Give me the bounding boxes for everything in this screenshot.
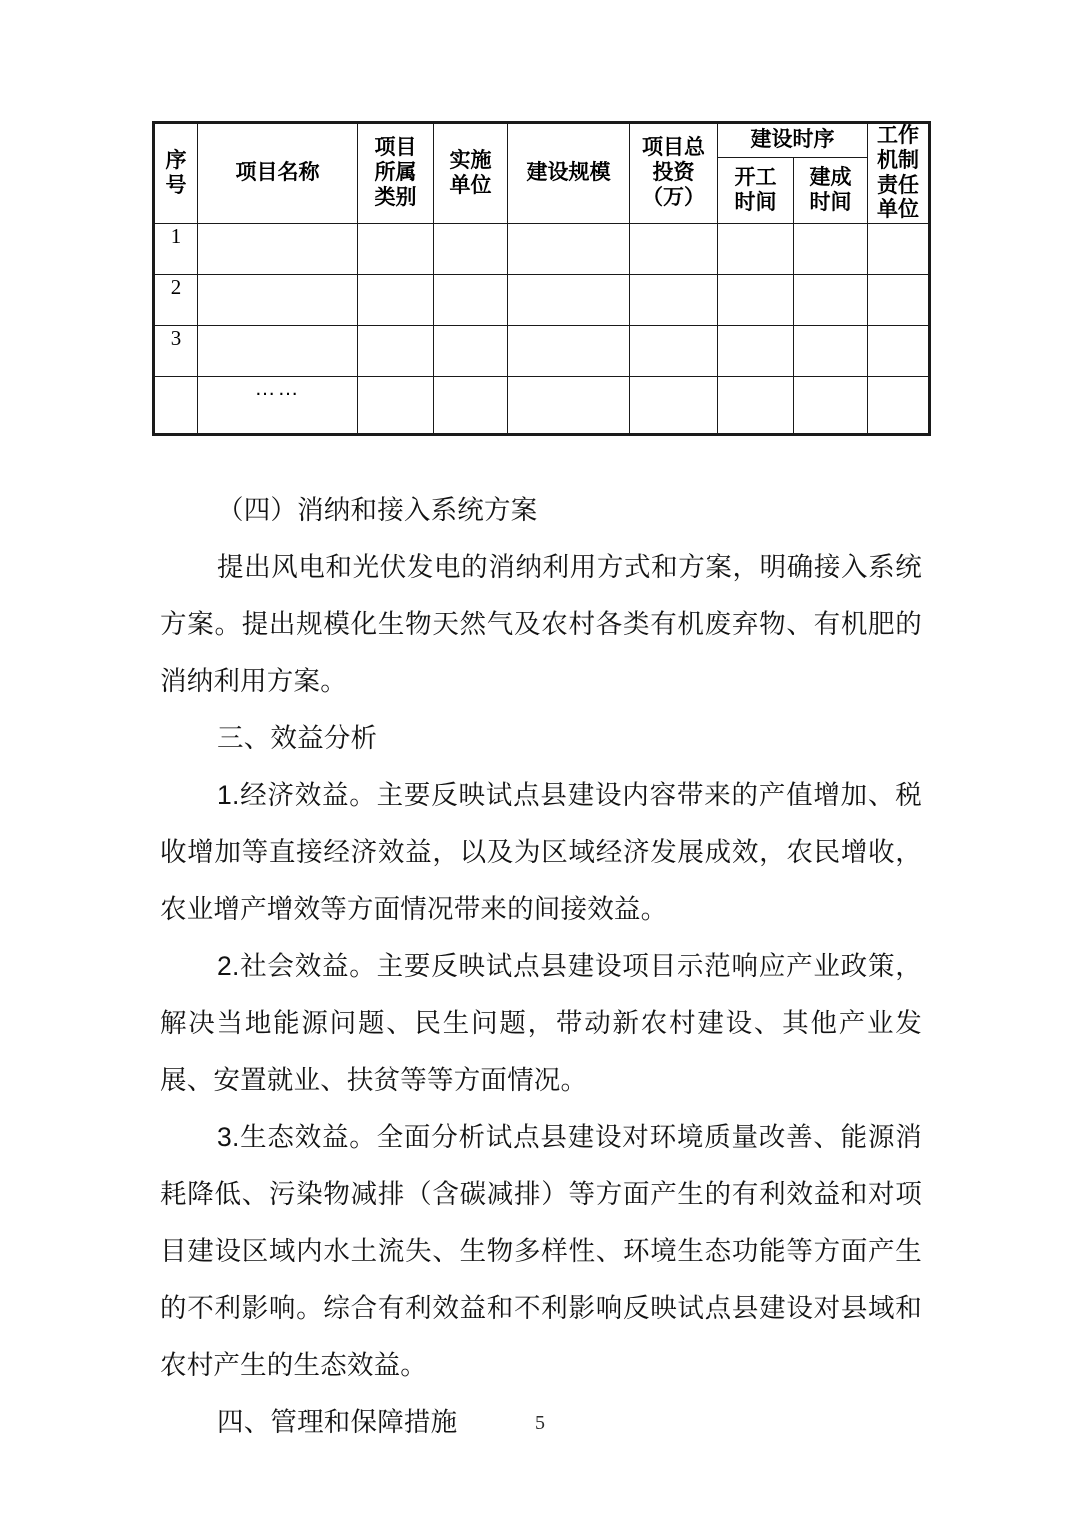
cell-sequence: 1 xyxy=(154,224,198,275)
column-header-implementing-unit-line-1: 实施 xyxy=(449,148,492,172)
cell-implementing-unit[interactable] xyxy=(434,326,508,377)
column-header-construction-schedule-group: 建设时序 xyxy=(718,123,868,158)
cell-total-investment[interactable] xyxy=(630,377,718,435)
column-header-project-name-line-1: 项目名称 xyxy=(235,161,320,185)
cell-completion-time[interactable] xyxy=(794,326,868,377)
table-row xyxy=(154,275,930,326)
benefit-item-social: 2.社会效益。主要反映试点县建设项目示范响应产业政策，解决当地能源问题、民生问题，带动新农村建设、其他产业发展、安置就业、扶贫等等方面情况。 xyxy=(160,951,922,1095)
column-header-category-line-2: 所属 xyxy=(374,161,417,185)
column-header-responsible-unit-line-1: 工作 xyxy=(877,124,919,147)
project-list-table xyxy=(152,121,931,436)
column-header-implementing-unit-line-2: 单位 xyxy=(449,173,492,197)
cell-sequence xyxy=(154,377,198,435)
project-list-table-container xyxy=(152,121,928,436)
cell-project-name-ellipsis: …… xyxy=(198,377,358,435)
subsection-four-paragraph: 提出风电和光伏发电的消纳利用方式和方案，明确接入系统方案。提出规模化生物天然气及农村各类有机废弃物、有机肥的消纳利用方案。 xyxy=(160,552,922,696)
column-header-total-investment xyxy=(630,123,718,224)
table-header xyxy=(154,123,930,224)
column-header-construction-scale-line-1: 建设规模 xyxy=(526,161,611,185)
column-header-responsible-unit-line-2: 机制 xyxy=(877,148,919,172)
cell-project-name[interactable] xyxy=(198,275,358,326)
cell-category[interactable] xyxy=(358,275,434,326)
column-header-category-line-1: 项目 xyxy=(374,136,417,160)
column-header-category xyxy=(358,123,434,224)
column-header-construction-scale xyxy=(508,123,630,224)
cell-completion-time[interactable] xyxy=(794,377,868,435)
column-header-sequence xyxy=(154,123,198,224)
cell-responsible-unit[interactable] xyxy=(868,326,930,377)
column-header-category-line-3: 类别 xyxy=(374,185,417,209)
benefit-item-economic: 1.经济效益。主要反映试点县建设内容带来的产值增加、税收增加等直接经济效益，以及为区域经济发展成效，农民增收，农业增产增效等方面情况带来的间接效益。 xyxy=(160,780,922,924)
section-three-heading: 三、效益分析 xyxy=(217,723,378,753)
cell-sequence: 3 xyxy=(154,326,198,377)
table-row xyxy=(154,377,930,435)
cell-sequence: 2 xyxy=(154,275,198,326)
cell-start-time[interactable] xyxy=(718,224,794,275)
cell-implementing-unit[interactable] xyxy=(434,275,508,326)
table-body xyxy=(154,224,930,435)
column-header-completion-time-line-1: 建成 xyxy=(809,165,852,189)
column-header-total-investment-line-3: （万） xyxy=(642,185,705,209)
column-header-total-investment-line-1: 项目总 xyxy=(642,136,705,160)
cell-category[interactable] xyxy=(358,377,434,435)
document-body xyxy=(160,482,922,1451)
column-header-completion-time xyxy=(794,157,868,223)
cell-category[interactable] xyxy=(358,326,434,377)
column-header-total-investment-line-2: 投资 xyxy=(652,161,695,185)
column-header-sequence-line-2: 号 xyxy=(165,173,187,197)
table-header-row-1 xyxy=(154,123,930,158)
cell-responsible-unit[interactable] xyxy=(868,377,930,435)
column-header-start-time-line-2: 时间 xyxy=(734,190,777,214)
table-row xyxy=(154,224,930,275)
column-header-implementing-unit xyxy=(434,123,508,224)
cell-total-investment[interactable] xyxy=(630,326,718,377)
page-number: 5 xyxy=(535,1412,545,1434)
cell-responsible-unit[interactable] xyxy=(868,224,930,275)
cell-total-investment[interactable] xyxy=(630,224,718,275)
cell-completion-time[interactable] xyxy=(794,275,868,326)
cell-project-name[interactable] xyxy=(198,326,358,377)
cell-project-name[interactable] xyxy=(198,224,358,275)
column-header-responsible-unit xyxy=(868,123,930,224)
cell-implementing-unit[interactable] xyxy=(434,377,508,435)
column-header-start-time xyxy=(718,157,794,223)
cell-start-time[interactable] xyxy=(718,377,794,435)
column-header-sequence-line-1: 序 xyxy=(165,148,187,172)
column-header-responsible-unit-line-3: 责任 xyxy=(877,173,919,197)
cell-category[interactable] xyxy=(358,224,434,275)
section-four-heading: 四、管理和保障措施 xyxy=(217,1407,458,1437)
column-header-responsible-unit-line-4: 单位 xyxy=(877,198,919,222)
cell-responsible-unit[interactable] xyxy=(868,275,930,326)
cell-implementing-unit[interactable] xyxy=(434,224,508,275)
benefit-item-ecological: 3.生态效益。全面分析试点县建设对环境质量改善、能源消耗降低、污染物减排（含碳减排）等方面产生的有利效益和对项目建设区域内水土流失、生物多样性、环境生态功能等方面产生的不利影响。综合有利效益和不利影响反映试点县建设对县域和农村产生的生态效益。 xyxy=(160,1122,922,1380)
cell-construction-scale[interactable] xyxy=(508,275,630,326)
subsection-four-heading: （四）消纳和接入系统方案 xyxy=(217,495,538,525)
cell-construction-scale[interactable] xyxy=(508,224,630,275)
cell-start-time[interactable] xyxy=(718,326,794,377)
cell-total-investment[interactable] xyxy=(630,275,718,326)
column-header-completion-time-line-2: 时间 xyxy=(809,190,852,214)
cell-construction-scale[interactable] xyxy=(508,377,630,435)
cell-start-time[interactable] xyxy=(718,275,794,326)
cell-completion-time[interactable] xyxy=(794,224,868,275)
table-row xyxy=(154,326,930,377)
cell-construction-scale[interactable] xyxy=(508,326,630,377)
column-header-start-time-line-1: 开工 xyxy=(734,165,777,189)
column-header-project-name xyxy=(198,123,358,224)
